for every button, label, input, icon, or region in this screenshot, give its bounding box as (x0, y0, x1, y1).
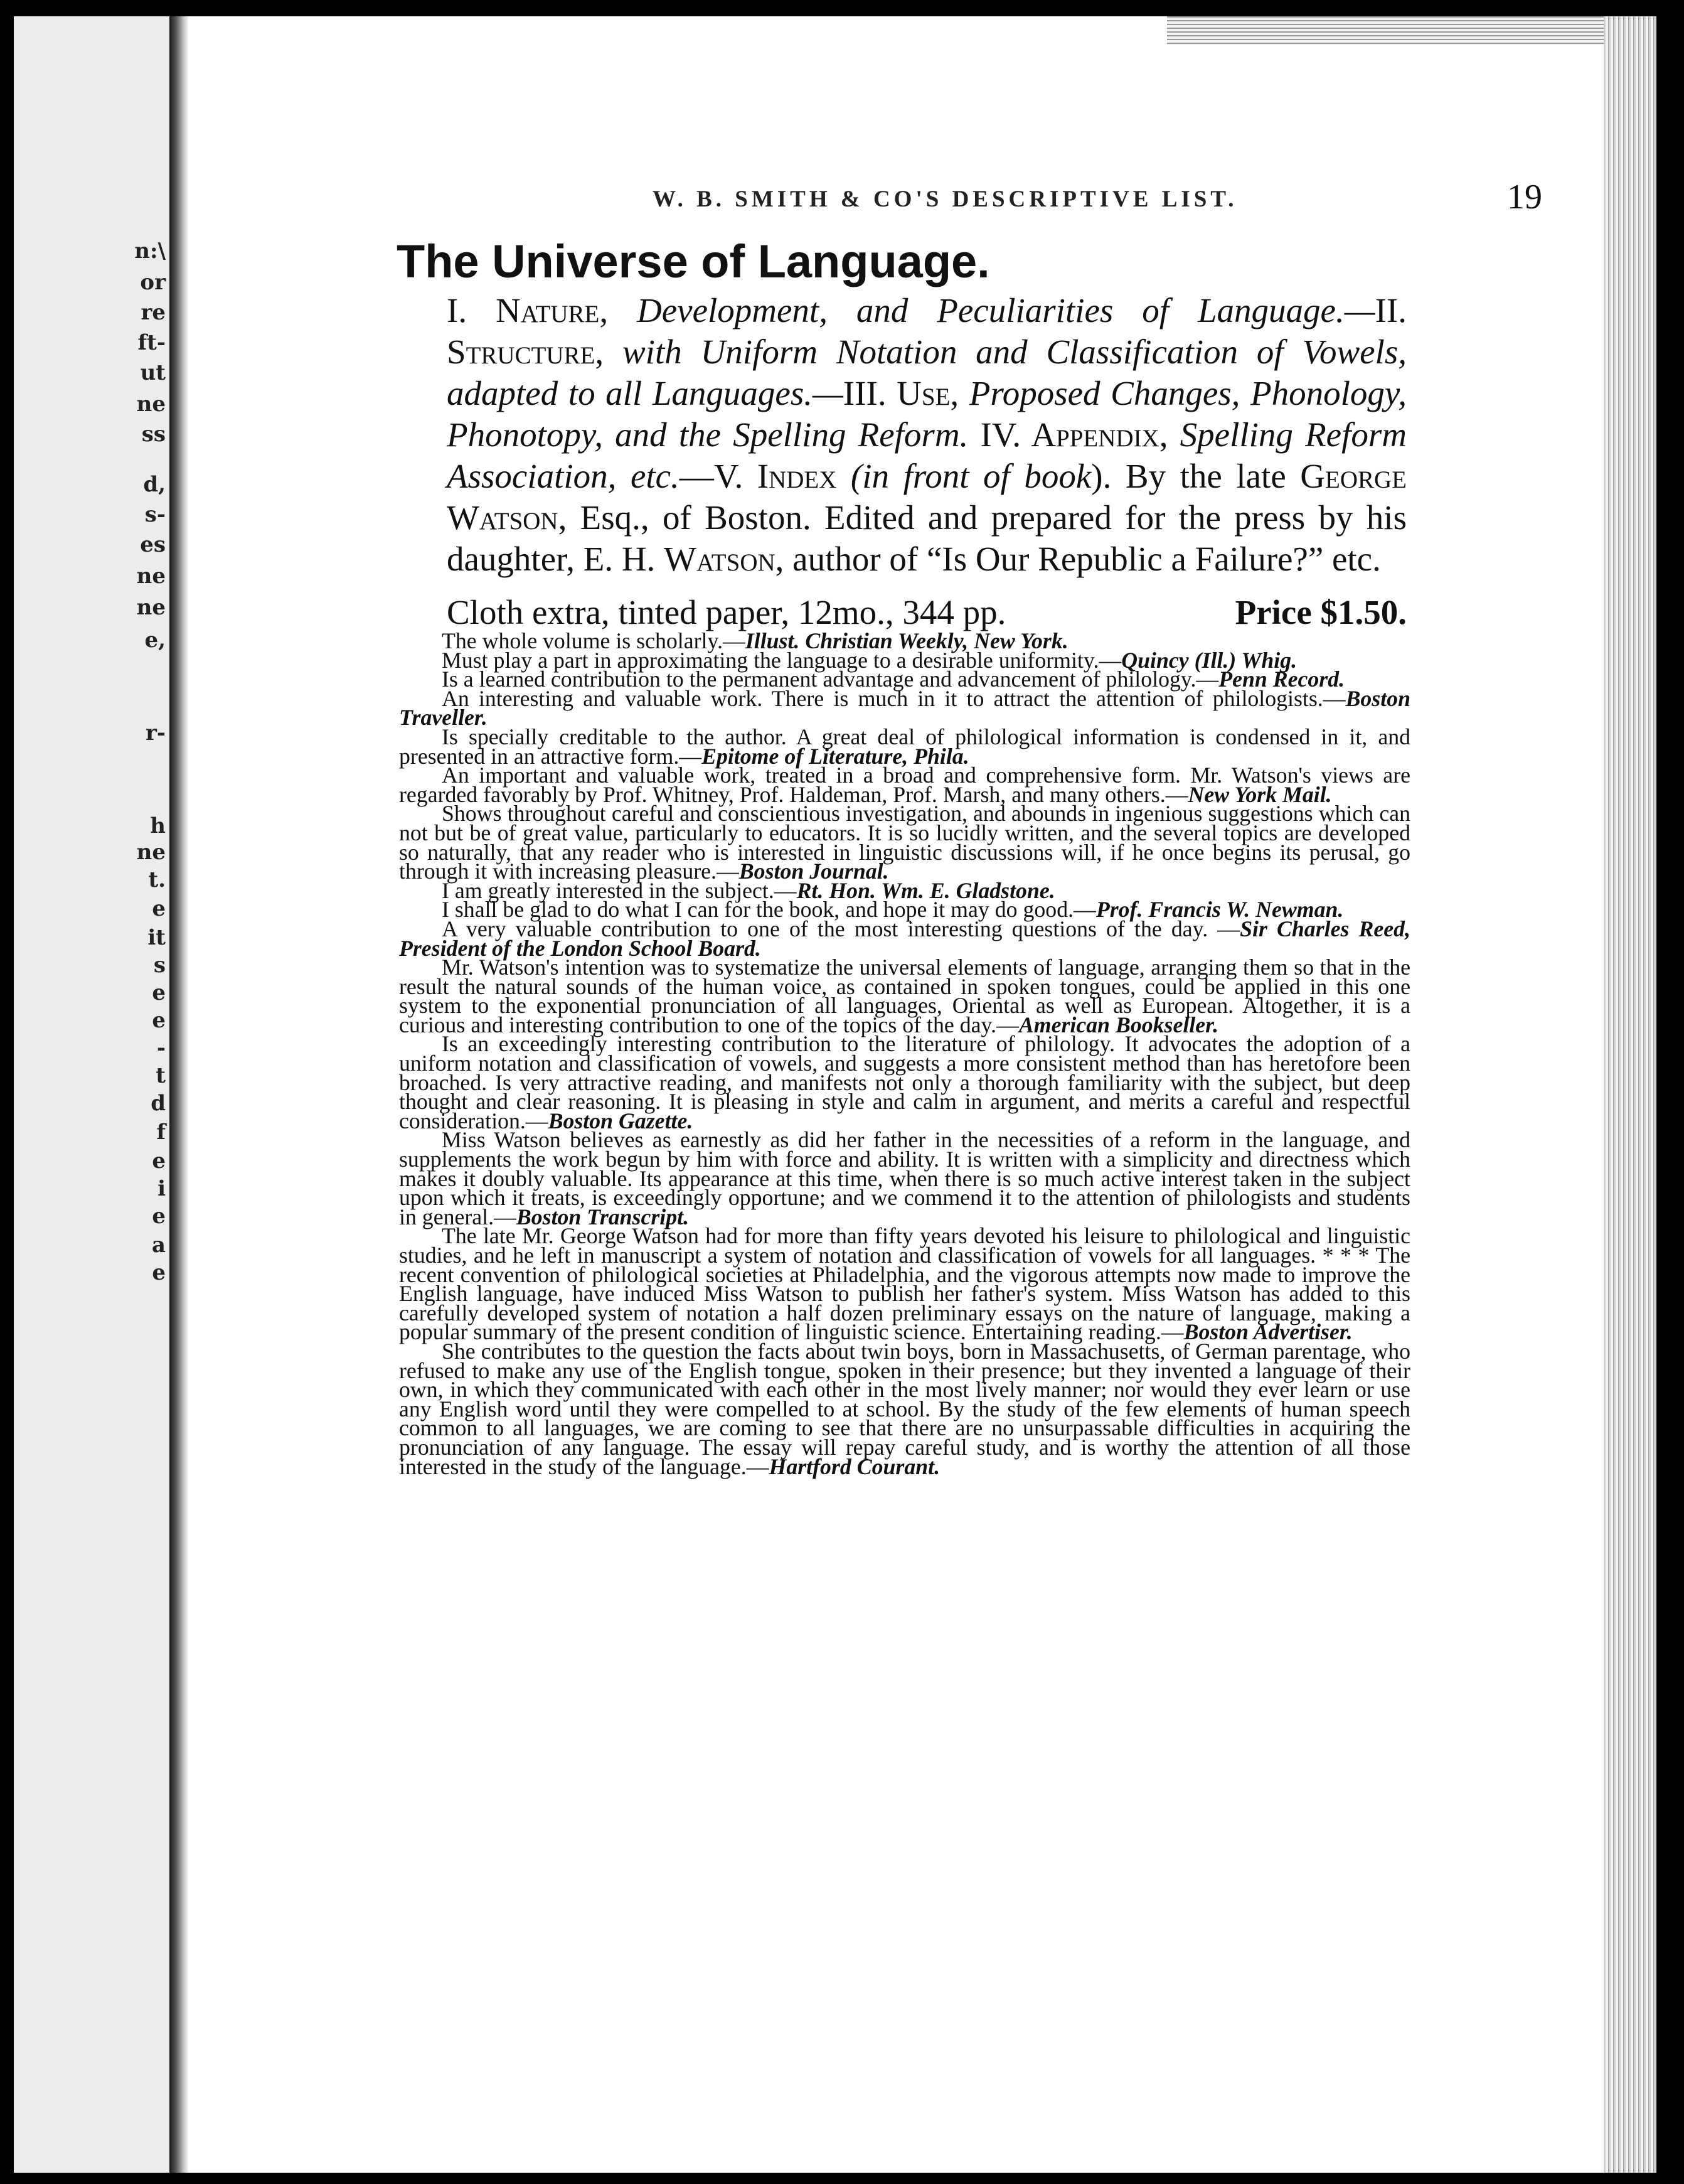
previous-page-text-fragment: f (156, 1120, 166, 1145)
page-stack-right-edge (1604, 16, 1656, 2173)
review-source: American Bookseller. (1018, 1012, 1219, 1037)
review-text: Miss Watson believes as earnestly as did her father in the necessities of a reform in the language, and supplements the work begun by him with force and ability. It is written with a simplicity and directness which makes it doubly valuable. Its appearance at this time, when there is so much active interest taken in the subject upon which it treats, is exceedingly opportune; and we commend it to the attention of philologists and students in general.— (399, 1127, 1410, 1229)
previous-page-text-fragment: h (150, 813, 166, 838)
description-segment: —V. Index (679, 457, 851, 495)
review-paragraph (399, 916, 1411, 961)
previous-page-text-fragment: r- (145, 720, 166, 746)
review-paragraph (399, 1031, 1410, 1133)
previous-page-text-fragment: ne (136, 564, 166, 589)
review-text: The whole volume is scholarly.— (442, 628, 745, 653)
description-segment: Development, and Peculiarities of Language.— (637, 291, 1375, 329)
description-segment: II. Structure, (447, 291, 1407, 371)
page-stack-top-edge (1167, 16, 1606, 45)
previous-page-text-fragment: - (156, 1036, 166, 1061)
binding-info: Cloth extra, tinted paper, 12mo., 344 pp. (447, 593, 1006, 631)
previous-page-text-fragment: it (147, 925, 166, 950)
review-source: Penn Record. (1218, 666, 1345, 692)
previous-page-text-fragment: e (152, 1204, 166, 1229)
review-text: A very valuable contribution to one of the most interesting questions of the day. — (442, 916, 1240, 941)
previous-page-text-fragment: ne (136, 392, 166, 417)
review-paragraph (399, 1223, 1410, 1345)
review-paragraph (399, 685, 1410, 731)
review-text: I am greatly interested in the subject.— (442, 877, 797, 903)
review-source: Sir Charles Reed, President of the London School Board. (399, 916, 1411, 961)
previous-page-text-fragment: or (140, 270, 166, 295)
review-source: Rt. Hon. Wm. E. Gladstone. (796, 877, 1055, 903)
review-text: Must play a part in approximating the language to a desirable uniformity.— (442, 647, 1122, 673)
review-paragraph (399, 763, 1410, 807)
previous-page-text-fragment: s (153, 953, 166, 978)
review-text: An interesting and valuable work. There is much in it to attract the attention of philologists.— (442, 685, 1346, 711)
review-text: Is specially creditable to the author. A great deal of philological information is condensed in it, and presented in an attractive form.— (399, 724, 1410, 769)
book-gutter (169, 16, 188, 2173)
review-paragraph (399, 1127, 1410, 1229)
book-title: The Universe of Language. (397, 235, 990, 287)
review-text: The late Mr. George Watson had for more than fifty years devoted his leisure to philological and linguistic studies, and he left in manuscript a system of notation and classification of vowels for all languages. * * * The recent convention of philological societies at Philadelphia, and the vigorous attempts now made to improve the English language, have induced Miss Watson to publish her father's system. Miss Watson has added to this carefully developed system of notation a half dozen preliminary essays on the nature of language, making a popular summary of the present condition of linguistic science. Entertaining reading.— (399, 1223, 1410, 1345)
review-source: Epitome of Literature, Phila. (701, 743, 969, 769)
scan-border-bottom (0, 2173, 1684, 2184)
description-segment: , Esq., of Boston. Edited and prepared for the press by his daughter, E. H. (447, 498, 1407, 578)
scan-border-top (0, 0, 1684, 16)
review-text: Is an exceedingly interesting contribution to the literature of philology. It advocates the adoption of a uniform notation and classification of vowels, and suggests a more consistent method than has heretofore been broached. Is very attractive reading, and manifests not only a thorough familiarity with the subject, but deep thought and clear reasoning. It is pleasing in style and calm in argument, and merits a careful and respectful consideration.— (399, 1031, 1410, 1133)
previous-page-text-fragment: a (151, 1233, 166, 1258)
description-segment: George Watson (447, 457, 1407, 537)
review-source: New York Mail. (1188, 781, 1332, 807)
previous-page-text-fragment: e (152, 1008, 166, 1033)
review-paragraph (399, 1338, 1410, 1479)
review-source: Boston Journal. (738, 859, 889, 884)
review-text: She contributes to the question the facts about twin boys, born in Massachusetts, of German parentage, who refused to make any use of the English tongue, spoken in their presence; but they invented a language of their own, in which they communicated with each other in the most lively manner; nor would they ever learn or use any English word until they were compelled to at school. By the study of the few elements of human speech common to all languages, we are coming to see that there are no unsurpassable difficulties in acquiring the pronunciation of any language. The essay will repay careful study, and is worthy the attention of all those interested in the study of the language.— (399, 1338, 1410, 1479)
previous-page-text-fragment: e (152, 896, 166, 921)
description-segment: III. Use, (843, 374, 969, 412)
review-text: An important and valuable work, treated in a broad and comprehensive form. Mr. Watson's views are regarded favorably by Prof. Whitney, Prof. Haldeman, Prof. Marsh, and many others.— (399, 763, 1410, 807)
previous-page-text-fragment: ss (141, 422, 166, 447)
previous-page-text-fragment: d (151, 1091, 166, 1116)
review-source: Boston Transcript. (516, 1204, 690, 1229)
previous-page-text-fragment: e (152, 1148, 166, 1174)
running-head: W. B. SMITH & CO'S DESCRIPTIVE LIST. (653, 186, 1238, 212)
previous-page-text-fragment: e (152, 980, 166, 1005)
review-text: I shall be glad to do what I can for the book, and hope it may do good.— (442, 897, 1096, 923)
review-source: Prof. Francis W. Newman. (1095, 897, 1344, 923)
previous-page-text-fragment: ne (136, 840, 166, 865)
description-segment: I. Nature, (447, 291, 637, 329)
review-paragraph (399, 955, 1410, 1037)
previous-page-text-fragment: ne (136, 595, 166, 620)
review-text: Shows throughout careful and conscientious investigation, and abounds in ingenious suggestions which can not but be of great value, particularly to educators. It is so lucidly written, and the several topics are developed so naturally, that any reader who is interested in linguistic discussions will, if he once begins its perusal, go through it with increasing pleasure.— (399, 801, 1410, 884)
previous-page-text-fragment: e (152, 1260, 166, 1285)
previous-page-text-fragment: e, (144, 628, 166, 653)
previous-page-text-fragment: s- (144, 502, 166, 527)
previous-page-text-fragment: i (157, 1176, 166, 1201)
review-text: Is a learned contribution to the permanent advantage and advancement of philology.— (442, 666, 1219, 692)
previous-page-text-fragment: t. (148, 867, 166, 892)
description-segment: IV. Appendix, (968, 415, 1180, 454)
previous-page-text-fragment: ut (140, 360, 166, 385)
previous-page-text-fragment: d, (143, 472, 166, 497)
previous-page-text-fragment: t (156, 1063, 166, 1088)
previous-page-text-fragment: es (140, 532, 166, 557)
review-source: Illust. Christian Weekly, New York. (745, 628, 1068, 653)
description-segment: Spelling Reform Association, etc. (447, 415, 1407, 495)
description-segment: , author of “Is Our Republic a Failure?” etc. (775, 540, 1381, 578)
review-paragraph (399, 724, 1410, 769)
description-segment: ). By the late (1091, 457, 1301, 495)
review-source: Boston Traveller. (399, 685, 1410, 731)
review-source: Boston Gazette. (548, 1108, 693, 1133)
previous-page-text-fragment: ft- (137, 330, 166, 355)
review-text: Mr. Watson's intention was to systematize the universal elements of language, arranging them so that in the result the natural sounds of the human voice, as contained in spoken tongues, could be applied in this one system to the exponential pronunciation of all languages, Oriental as well as European. Altogether, it is a curious and interesting contribution to one of the topics of the day.— (399, 955, 1410, 1037)
price-label: Price $1.50. (1235, 593, 1407, 631)
price-line (447, 592, 1407, 632)
description-segment: Watson (664, 540, 775, 578)
scan-border-left (0, 0, 14, 2184)
previous-page-text-fragment: re (141, 300, 166, 325)
reviews-list (399, 628, 1411, 1479)
page-number: 19 (1507, 178, 1542, 217)
book-description (447, 290, 1407, 580)
description-segment: Proposed Changes, Phonology, Phonotopy, and the Spelling Reform. (447, 374, 1407, 454)
scan-border-right (1656, 0, 1684, 2184)
description-segment: (in front of book (850, 457, 1092, 495)
previous-page-text-fragment: n:\ (134, 238, 166, 264)
review-source: Boston Advertiser. (1183, 1319, 1353, 1345)
review-source: Quincy (Ill.) Whig. (1121, 647, 1298, 673)
description-segment: with Uniform Notation and Classification of Vowels, adapted to all Languages.— (447, 333, 1407, 412)
previous-page-edge (14, 16, 169, 2173)
review-source: Hartford Courant. (769, 1453, 941, 1479)
review-paragraph (399, 801, 1410, 884)
